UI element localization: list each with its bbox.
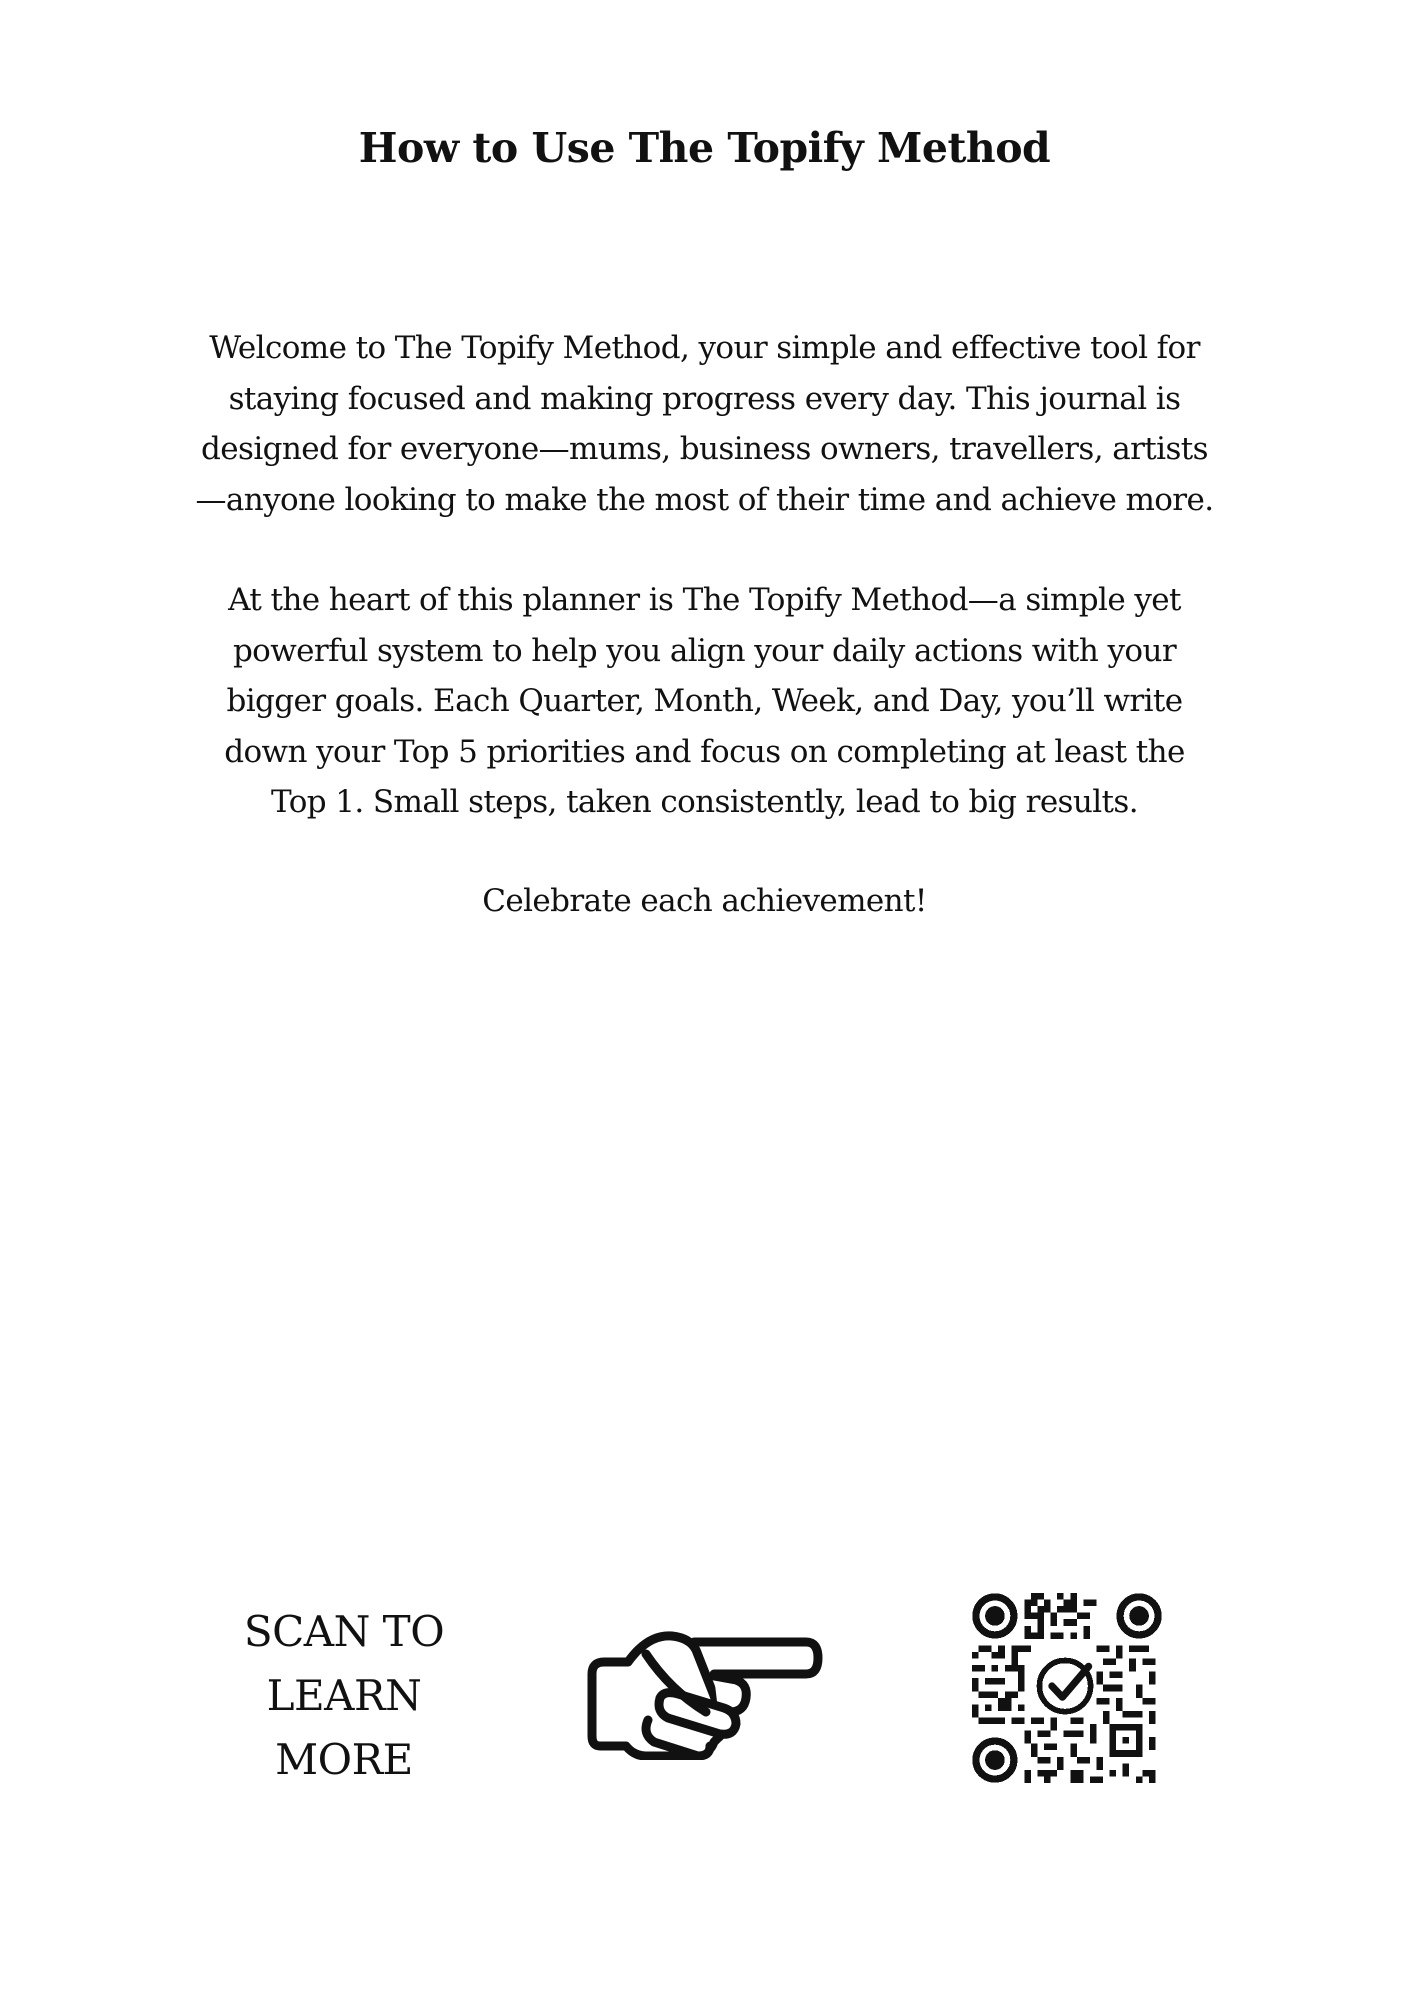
scan-to-learn-more-label <box>214 1600 474 1792</box>
paragraph-line: powerful system to help you align your daily actions with your <box>232 632 1177 669</box>
paragraph-line: Celebrate each achievement! <box>482 883 927 919</box>
paragraph-line: Top 1. Small steps, taken consistently, lead to big results. <box>271 784 1138 820</box>
paragraph-line: —anyone looking to make the most of their time and achieve more. <box>195 481 1214 518</box>
paragraph-line: designed for everyone—mums, business owners, travellers, artists <box>201 431 1208 467</box>
scan-label-line: MORE <box>275 1735 413 1784</box>
paragraph-line: down your Top 5 priorities and focus on completing at least the <box>224 733 1185 770</box>
intro-paragraph <box>0 323 1409 525</box>
pointing-right-hand-icon <box>586 1620 826 1760</box>
celebrate-paragraph <box>0 876 1409 927</box>
scan-cta-section <box>0 1590 1409 1790</box>
paragraph-line: At the heart of this planner is The Topify Method—a simple yet <box>228 582 1181 618</box>
method-paragraph <box>0 575 1409 828</box>
paragraph-line: Welcome to The Topify Method, your simple and effective tool for <box>209 330 1200 366</box>
scan-label-line: SCAN TO <box>243 1607 445 1656</box>
scan-label-line: LEARN <box>266 1671 422 1720</box>
paragraph-line: staying focused and making progress every day. This journal is <box>228 380 1181 417</box>
page-title: How to Use The Topify Method <box>358 124 1051 172</box>
qr-code-icon[interactable] <box>972 1593 1162 1783</box>
paragraph-line: bigger goals. Each Quarter, Month, Week, and Day, you’ll write <box>226 683 1183 719</box>
